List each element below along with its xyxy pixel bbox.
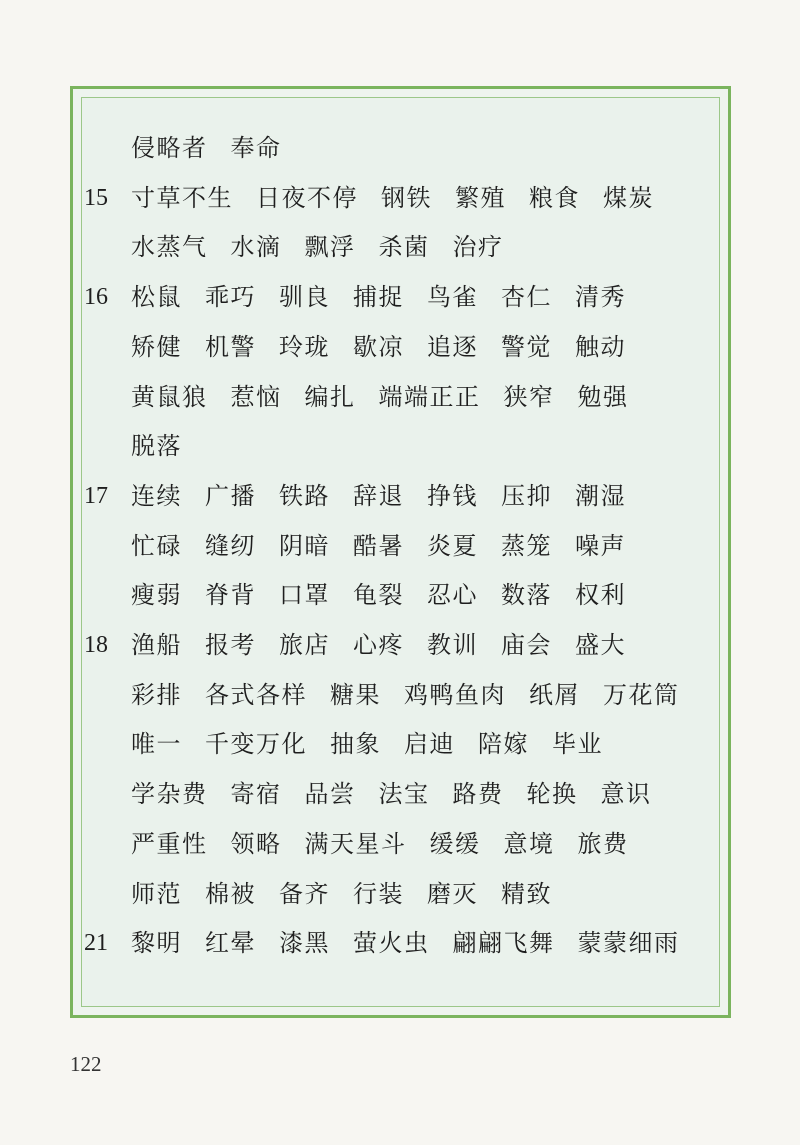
vocab-word: 千变万化 [205, 730, 307, 759]
vocab-word: 备齐 [279, 879, 330, 908]
vocab-word: 机警 [205, 332, 256, 361]
word-group [131, 476, 626, 516]
vocab-word: 惹恼 [230, 382, 282, 411]
vocab-word: 黎明 [131, 929, 182, 958]
vocab-word: 寸草不生 [131, 183, 233, 212]
vocab-word: 狭窄 [503, 382, 555, 411]
vocab-word: 飘浮 [304, 233, 356, 262]
vocab-word: 瘦弱 [131, 581, 182, 610]
vocab-word: 玲珑 [279, 332, 330, 361]
vocab-line [0, 575, 800, 615]
vocab-word: 心疼 [353, 631, 404, 659]
vocab-word: 触动 [575, 332, 626, 361]
vocab-word: 挣钱 [427, 481, 478, 510]
vocab-word: 乖巧 [205, 283, 256, 312]
vocab-word: 追逐 [427, 332, 478, 361]
vocab-word: 彩排 [131, 680, 182, 709]
vocab-word: 蒸笼 [501, 531, 552, 560]
vocab-word: 师范 [131, 879, 182, 908]
vocab-word: 黄鼠狼 [131, 382, 208, 411]
vocab-word: 脱落 [131, 432, 182, 461]
vocab-word: 旅店 [279, 631, 330, 659]
vocab-word: 编扎 [304, 382, 356, 411]
vocab-word: 杀菌 [378, 233, 430, 262]
word-group [131, 824, 629, 864]
vocab-word: 漆黑 [279, 929, 330, 958]
vocab-word: 唯一 [131, 730, 182, 759]
vocab-word: 盛大 [575, 631, 626, 659]
vocab-line [0, 774, 800, 814]
vocab-word: 治疗 [452, 233, 504, 262]
vocab-word: 翩翩飞舞 [452, 929, 555, 958]
vocab-line [0, 327, 800, 367]
vocab-word: 启迪 [404, 730, 455, 759]
vocab-word: 潮湿 [575, 481, 626, 510]
vocab-word: 棉被 [205, 879, 256, 908]
vocab-line [0, 128, 800, 168]
vocab-word: 萤火虫 [353, 929, 430, 958]
vocab-word: 阴暗 [279, 531, 330, 560]
vocab-word: 松鼠 [131, 283, 182, 312]
vocab-word: 旅费 [577, 829, 629, 858]
lesson-number: 21 [84, 930, 108, 957]
vocab-line [0, 277, 800, 317]
vocab-word: 忙碌 [131, 531, 182, 560]
vocab-word: 奉命 [230, 134, 282, 162]
vocab-line [0, 178, 800, 218]
vocab-word: 渔船 [131, 631, 182, 659]
vocab-word: 清秀 [575, 283, 626, 312]
word-group [131, 675, 680, 715]
word-group [131, 377, 629, 417]
vocab-word: 矫健 [131, 332, 182, 361]
vocab-word: 辞退 [353, 481, 404, 510]
vocab-word: 鸟雀 [427, 283, 478, 312]
vocab-word: 蒙蒙细雨 [577, 929, 680, 958]
vocab-word: 教训 [427, 631, 478, 659]
vocab-word: 钢铁 [381, 183, 432, 212]
word-group [131, 277, 626, 317]
vocab-word: 轮换 [526, 780, 578, 809]
vocab-word: 权利 [575, 581, 626, 610]
word-group [131, 128, 282, 168]
vocab-line [0, 377, 800, 417]
vocab-word: 毕业 [552, 730, 603, 759]
word-group [131, 625, 626, 665]
vocab-word: 勉强 [577, 382, 629, 411]
vocab-word: 各式各样 [205, 680, 307, 709]
vocab-word: 捕捉 [353, 283, 404, 312]
vocab-word: 杏仁 [501, 283, 552, 312]
lesson-number: 17 [84, 482, 108, 509]
vocab-word: 万花筒 [603, 680, 680, 709]
word-group [131, 426, 182, 466]
vocab-word: 龟裂 [353, 581, 404, 610]
vocab-line [0, 426, 800, 466]
word-group [131, 774, 652, 814]
vocab-word: 学杂费 [131, 780, 208, 809]
vocab-word: 水滴 [230, 233, 282, 262]
vocab-word: 行装 [353, 879, 404, 908]
word-group [131, 227, 504, 267]
vocab-line [0, 227, 800, 267]
vocab-word: 噪声 [575, 531, 626, 560]
vocab-word: 铁路 [279, 481, 330, 510]
vocab-line [0, 476, 800, 516]
vocab-word: 水蒸气 [131, 233, 208, 262]
vocab-word: 磨灭 [427, 879, 478, 908]
vocab-word: 歇凉 [353, 332, 404, 361]
vocab-word: 庙会 [501, 631, 552, 659]
vocab-word: 精致 [501, 879, 552, 908]
vocab-word: 满天星斗 [304, 829, 407, 858]
vocab-word: 纸屑 [529, 680, 580, 709]
vocab-word: 缓缓 [429, 829, 481, 858]
vocab-word: 压抑 [501, 481, 552, 510]
vocab-word: 口罩 [279, 581, 330, 610]
vocab-word: 煤炭 [603, 183, 654, 212]
word-group [131, 575, 626, 615]
word-group [131, 724, 603, 764]
vocab-word: 鸡鸭鱼肉 [404, 680, 506, 709]
vocab-word: 陪嫁 [478, 730, 529, 759]
word-group [131, 923, 680, 963]
vocab-word: 繁殖 [455, 183, 506, 212]
vocab-word: 糖果 [330, 680, 381, 709]
vocab-line [0, 675, 800, 715]
vocab-line [0, 625, 800, 665]
word-group [131, 178, 654, 218]
vocab-word: 红晕 [205, 929, 256, 958]
vocab-word: 警觉 [501, 332, 552, 361]
lesson-number: 16 [84, 284, 108, 311]
vocab-word: 连续 [131, 481, 182, 510]
vocab-line [0, 824, 800, 864]
lesson-number: 18 [84, 632, 108, 658]
vocab-word: 端端正正 [378, 382, 481, 411]
vocab-word: 日夜不停 [256, 183, 358, 212]
vocab-word: 脊背 [205, 581, 256, 610]
vocab-word: 领略 [230, 829, 282, 858]
vocab-word: 路费 [452, 780, 504, 809]
vocab-word: 意识 [600, 780, 652, 809]
vocab-word: 忍心 [427, 581, 478, 610]
vocab-word: 品尝 [304, 780, 356, 809]
vocab-word: 驯良 [279, 283, 330, 312]
vocab-word: 粮食 [529, 183, 580, 212]
vocab-word: 寄宿 [230, 780, 282, 809]
vocab-word: 炎夏 [427, 531, 478, 560]
vocab-word: 数落 [501, 581, 552, 610]
vocab-word: 意境 [503, 829, 555, 858]
word-group [131, 327, 626, 367]
vocab-word: 缝纫 [205, 531, 256, 560]
vocab-word: 广播 [205, 481, 256, 510]
vocab-line [0, 874, 800, 914]
word-group [131, 526, 626, 566]
vocab-line [0, 724, 800, 764]
vocab-line [0, 526, 800, 566]
vocab-word: 抽象 [330, 730, 381, 759]
page-number: 122 [70, 1052, 102, 1076]
vocab-line [0, 923, 800, 963]
vocab-word: 侵略者 [131, 134, 208, 162]
lesson-number: 15 [84, 184, 108, 211]
vocab-word: 法宝 [378, 780, 430, 809]
word-group [131, 874, 552, 914]
vocab-word: 酷暑 [353, 531, 404, 560]
vocab-word: 严重性 [131, 829, 208, 858]
vocab-word: 报考 [205, 631, 256, 659]
